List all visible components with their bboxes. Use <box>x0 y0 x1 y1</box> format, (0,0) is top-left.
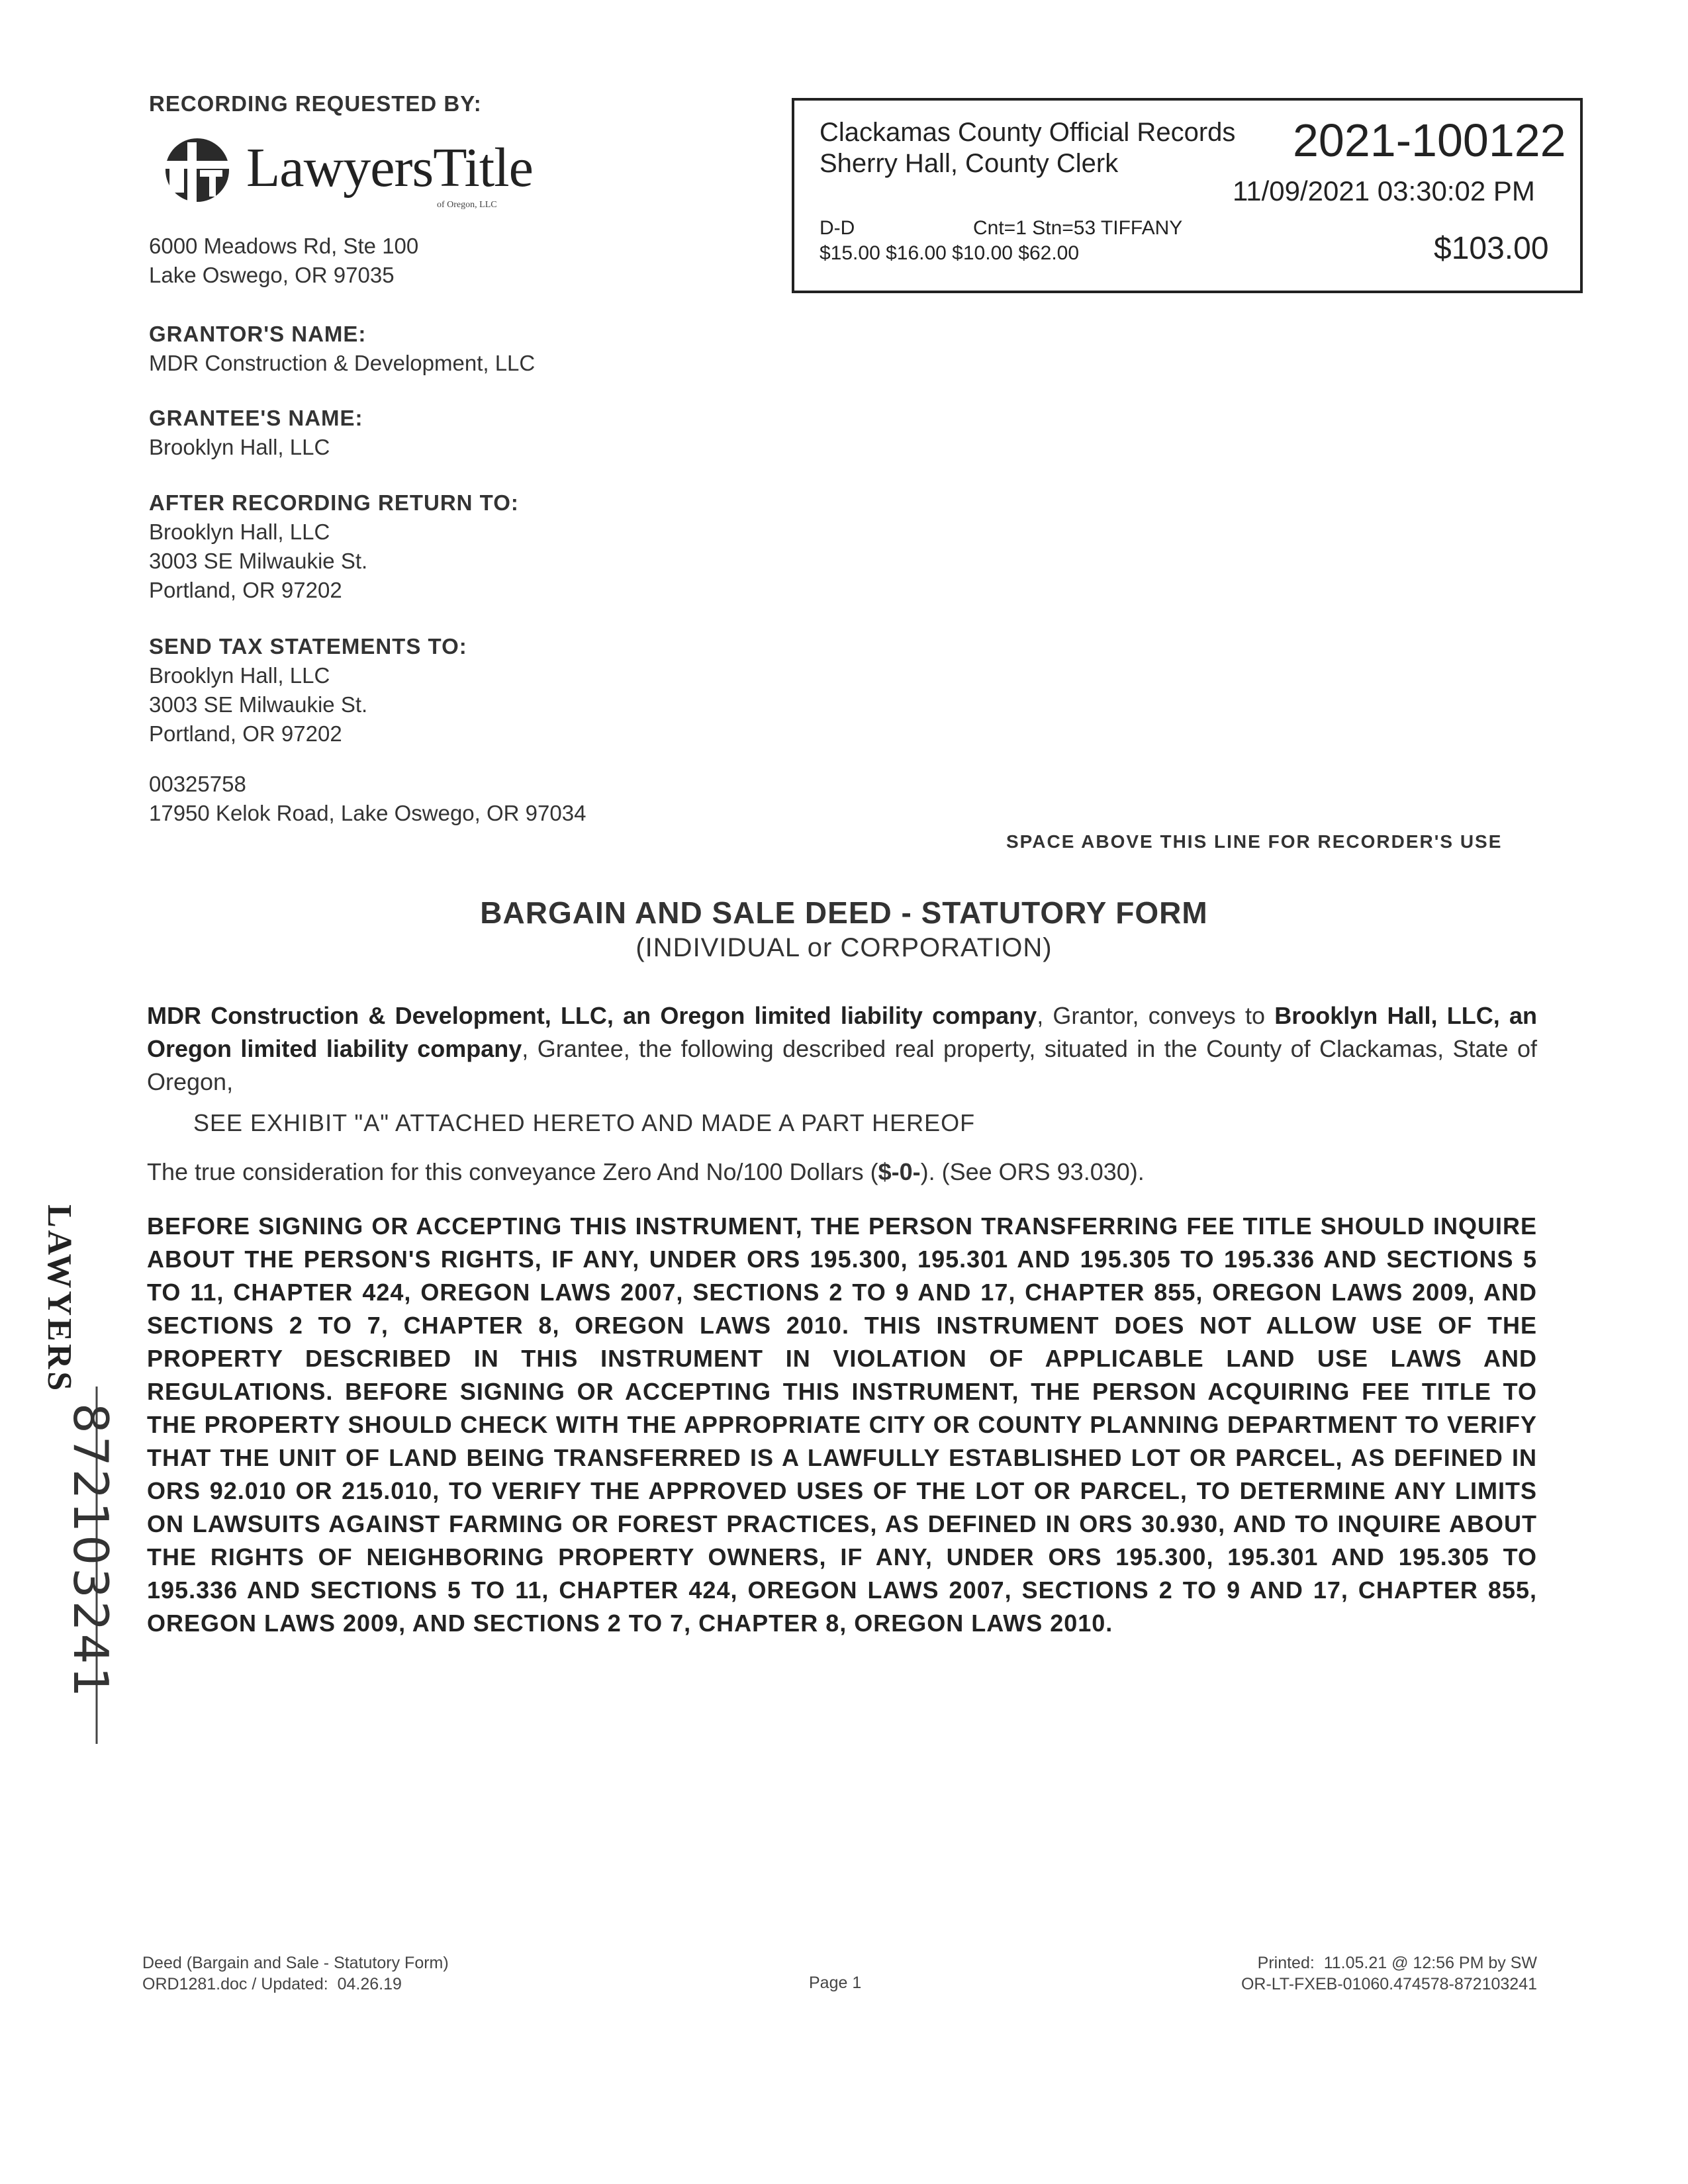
recorder-use-line: SPACE ABOVE THIS LINE FOR RECORDER'S USE <box>1006 831 1503 852</box>
tax-statements-block <box>149 632 467 749</box>
recording-requested-label: RECORDING REQUESTED BY: <box>149 91 482 116</box>
tax-statements-line2: 3003 SE Milwaukie St. <box>149 692 368 717</box>
property-block <box>149 770 586 828</box>
lawyers-margin-stamp: LAWYERS <box>40 1205 78 1394</box>
footer-printed: Printed: 11.05.21 @ 12:56 PM by SW <box>1257 1954 1537 1972</box>
consideration-line <box>147 1158 1145 1186</box>
footer-form-name: Deed (Bargain and Sale - Statutory Form) <box>142 1954 449 1972</box>
return-to-line1: Brooklyn Hall, LLC <box>149 520 330 544</box>
consideration-amount: $-0- <box>878 1158 921 1185</box>
tax-statements-line3: Portland, OR 97202 <box>149 721 342 746</box>
conveyance-grantee: Brooklyn Hall, LLC, an Oregon limited liability company <box>147 1002 1537 1062</box>
document-subtitle: (INDIVIDUAL or CORPORATION) <box>635 933 1053 962</box>
conveyance-paragraph <box>147 999 1537 1099</box>
footer-doc-updated: ORD1281.doc / Updated: 04.26.19 <box>142 1975 402 1993</box>
grantee-name: Brooklyn Hall, LLC <box>149 435 330 459</box>
conveyance-text1: , Grantor, conveys to <box>1037 1002 1275 1029</box>
grantee-label: GRANTEE'S NAME: <box>149 406 363 430</box>
company-address-line1: 6000 Meadows Rd, Ste 100 <box>149 234 419 258</box>
return-to-label: AFTER RECORDING RETURN TO: <box>149 490 519 515</box>
footer-form-info <box>142 1952 449 1995</box>
recording-fees: $15.00 $16.00 $10.00 $62.00 <box>820 242 1080 264</box>
recording-total: $103.00 <box>1434 231 1549 266</box>
footer-print-info <box>1186 1952 1537 1995</box>
consideration-text2: ). (See ORS 93.030). <box>920 1158 1145 1185</box>
company-address <box>149 232 418 290</box>
document-title: BARGAIN AND SALE DEED - STATUTORY FORM <box>480 895 1208 930</box>
grantee-block <box>149 404 363 462</box>
grantor-label: GRANTOR'S NAME: <box>149 322 367 346</box>
recording-county: Clackamas County Official Records <box>820 118 1236 147</box>
recording-clerk: Sherry Hall, County Clerk <box>820 149 1119 178</box>
grantor-block <box>149 320 535 378</box>
tax-statements-line1: Brooklyn Hall, LLC <box>149 663 330 688</box>
conveyance-grantor: MDR Construction & Development, LLC, an Oregon limited liability company <box>147 1002 1037 1029</box>
conveyance-text2: , Grantee, the following described real property, situated in the County of Clackamas, State of Oregon, <box>147 1035 1537 1095</box>
logo-subtitle: of Oregon, LLC <box>437 200 497 210</box>
consideration-text1: The true consideration for this conveyance Zero And No/100 Dollars ( <box>147 1158 878 1185</box>
statutory-warning: BEFORE SIGNING OR ACCEPTING THIS INSTRUMENT, THE PERSON TRANSFERRING FEE TITLE SHOULD INQUIRE ABOUT THE PERSON'S RIGHTS, IF ANY, UNDER ORS 195.300, 195.301 AND 195.305 TO 195.336 AND SECTIONS 5 TO 11, CHAPTER 424, OREGON LAWS 2007, SECTIONS 2 TO 9 AND 17, CHAPTER 855, OREGON LAWS 2009, AND SECTIONS 2 TO 7, CHAPTER 8, OREGON LAWS 2010. THIS INSTRUMENT DOES NOT ALLOW USE OF THE PROPERTY DESCRIBED IN THIS INSTRUMENT IN VIOLATION OF APPLICABLE LAND USE LAWS AND REGULATIONS. BEFORE SIGNING OR ACCEPTING THIS INSTRUMENT, THE PERSON ACQUIRING FEE TITLE TO THE PROPERTY SHOULD CHECK WITH THE APPROPRIATE CITY OR COUNTY PLANNING DEPARTMENT TO VERIFY THAT THE UNIT OF LAND BEING TRANSFERRED IS A LAWFULLY ESTABLISHED LOT OR PARCEL, AS DEFINED IN ORS 92.010 OR 215.010, TO VERIFY THE APPROVED USES OF THE LOT OR PARCEL, TO DETERMINE ANY LIMITS ON LAWSUITS AGAINST FARMING OR FOREST PRACTICES, AS DEFINED IN ORS 30.930, AND TO INQUIRE ABOUT THE RIGHTS OF NEIGHBORING PROPERTY OWNERS, IF ANY, UNDER ORS 195.300, 195.301 AND 195.305 TO 195.336 AND SECTIONS 5 TO 11, CHAPTER 424, OREGON LAWS 2007, SECTIONS 2 TO 9 AND 17, CHAPTER 855, OREGON LAWS 2009, AND SECTIONS 2 TO 7, CHAPTER 8, OREGON LAWS 2010. <box>147 1212 1537 1637</box>
return-to-block <box>149 488 519 605</box>
tax-statements-label: SEND TAX STATEMENTS TO: <box>149 634 467 659</box>
return-to-line2: 3003 SE Milwaukie St. <box>149 549 368 573</box>
company-address-line2: Lake Oswego, OR 97035 <box>149 263 395 287</box>
recording-datetime: 11/09/2021 03:30:02 PM <box>1233 175 1535 206</box>
footer-page-number: Page 1 <box>809 1974 862 1992</box>
exhibit-reference: SEE EXHIBIT "A" ATTACHED HERETO AND MADE A PART HEREOF <box>193 1109 976 1136</box>
grantor-name: MDR Construction & Development, LLC <box>149 351 536 375</box>
return-to-line3: Portland, OR 97202 <box>149 578 342 602</box>
handwritten-order-number: 872103241 <box>63 1403 118 1700</box>
recording-counts: Cnt=1 Stn=53 TIFFANY <box>973 217 1183 239</box>
recording-doc-type: D-D <box>820 217 855 239</box>
property-address: 17950 Kelok Road, Lake Oswego, OR 97034 <box>149 801 586 825</box>
recording-number: 2021-100122 <box>1293 114 1566 166</box>
property-account: 00325758 <box>149 772 246 796</box>
footer-order-ref: OR-LT-FXEB-01060.474578-872103241 <box>1241 1975 1537 1993</box>
lawyers-title-logo-icon <box>158 129 244 215</box>
logo-name: LawyersTitle <box>246 137 533 199</box>
